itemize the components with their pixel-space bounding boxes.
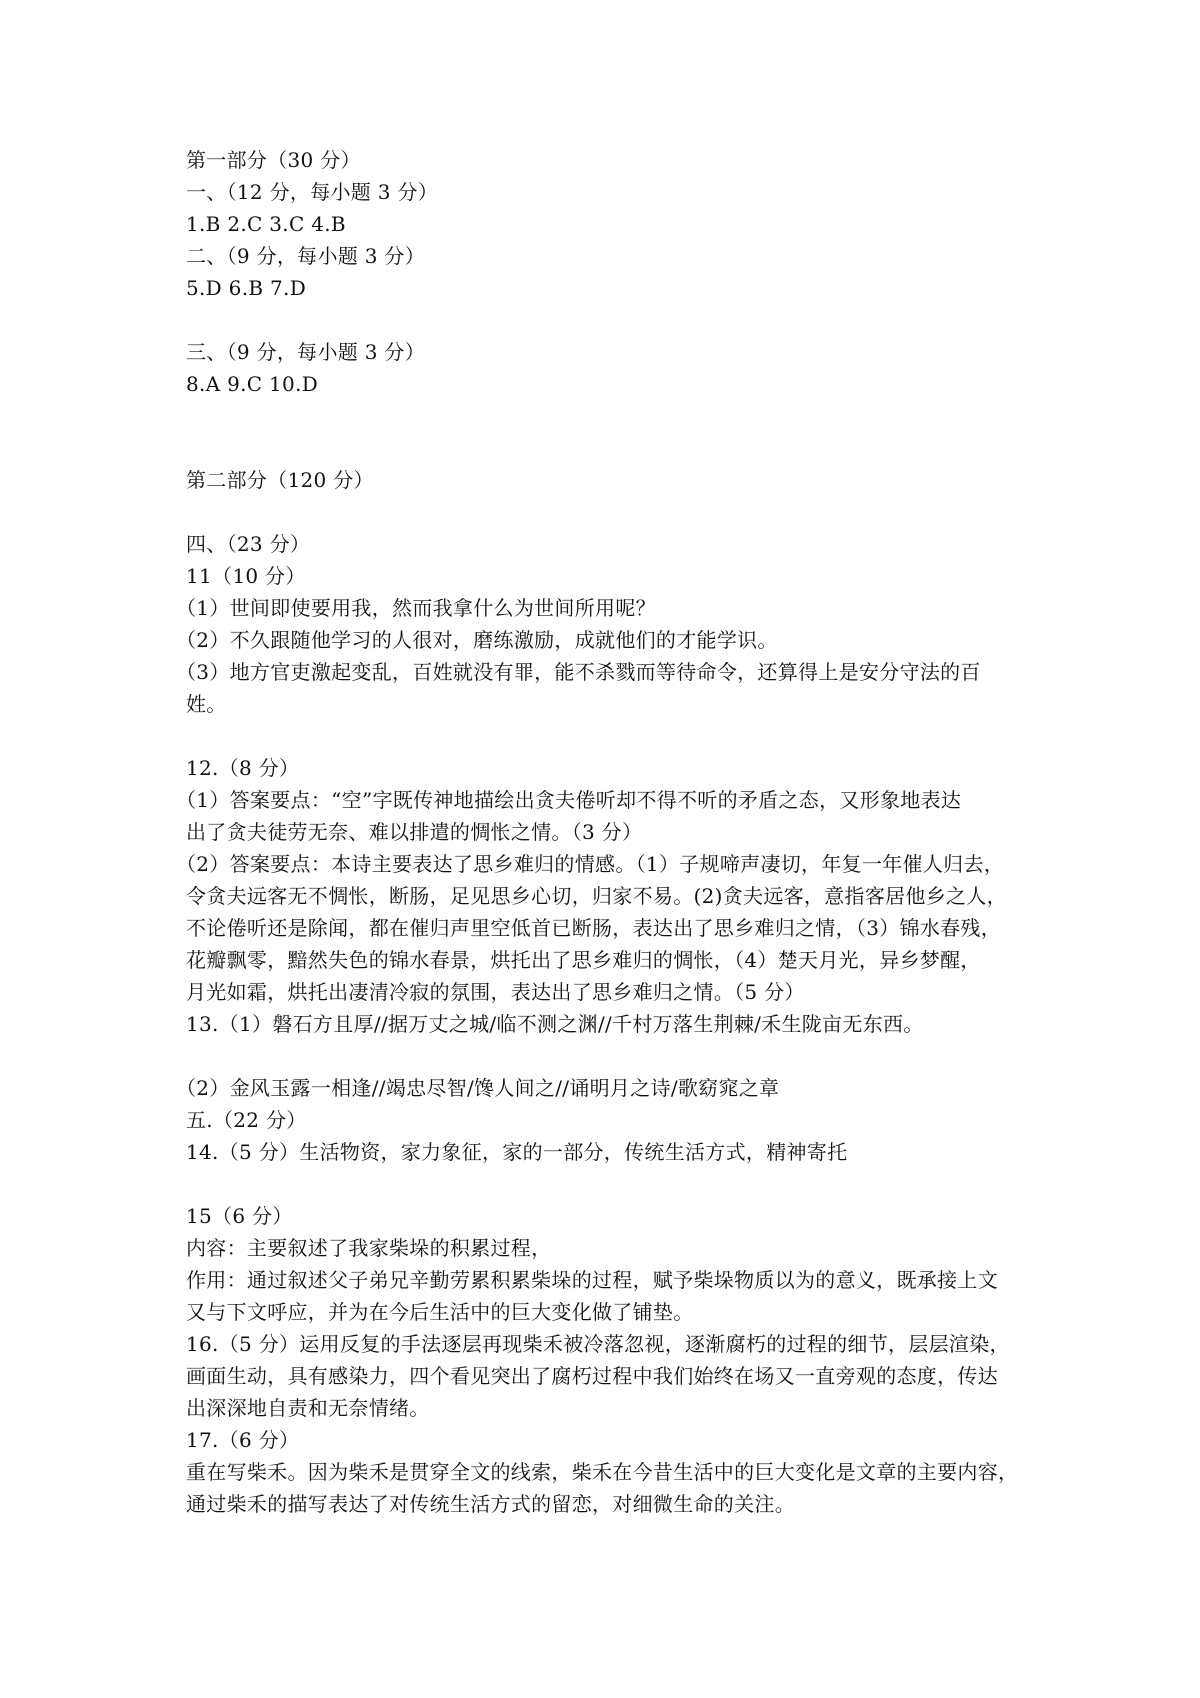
section3-answers: 8.A 9.C 10.D [186,372,319,396]
section5-heading: 五.（22 分） [186,1108,307,1132]
q12-answer-1-cont: 出了贪夫徒劳无奈、难以排遣的惆怅之情。（3 分） [186,820,643,844]
q17-answer-line2: 通过柴禾的描写表达了对传统生活方式的留恋，对细微生命的关注。 [186,1492,795,1516]
q15-effect: 作用：通过叙述父子弟兄辛勤劳累积累柴垛的过程，赋予柴垛物质以为的意义，既承接上文 [186,1268,998,1292]
q13-answer-2: （2）金风玉露一相逢//竭忠尽智/馋人间之//诵明月之诗/歌窈窕之章 [176,1076,780,1100]
q17-title: 17.（6 分） [186,1428,300,1452]
q11-answer-3: （3）地方官吏激起变乱，百姓就没有罪，能不杀戮而等待命令，还算得上是安分守法的百 [176,660,981,684]
q12-answer-2: （2）答案要点：本诗主要表达了思乡难归的情感。（1）子规啼声凄切，年复一年催人归去， [176,852,1005,876]
q16-answer: 16.（5 分）运用反复的手法逐层再现柴禾被冷落忽视，逐渐腐朽的过程的细节，层层渲染， [186,1332,1010,1356]
q16-answer-line3: 出深深地自责和无奈情绪。 [186,1396,430,1420]
q13-answer-1: 13.（1）磐石方且厚//据万丈之城/临不测之渊//千村万落生荆棘/禾生陇亩无东西。 [186,1012,924,1036]
q16-answer-line2: 画面生动，具有感染力，四个看见突出了腐朽过程中我们始终在场又一直旁观的态度，传达 [186,1364,998,1388]
q12-answer-2-line3: 不论倦听还是除闻，都在催归声里空低首已断肠，表达出了思乡难归之情，（3）锦水春残， [186,916,1002,940]
q12-answer-1: （1）答案要点：“空”字既传神地描绘出贪夫倦听却不得不听的矛盾之态，又形象地表达 [176,788,962,812]
q15-content: 内容：主要叙述了我家柴垛的积累过程， [186,1236,552,1260]
section1-answers: 1.B 2.C 3.C 4.B [186,212,346,236]
q11-title: 11（10 分） [186,564,306,588]
q12-answer-2-line2: 令贪夫远客无不惆怅，断肠，足见思乡心切，归家不易。(2)贪夫远客，意指客居他乡之人， [186,884,1007,908]
q11-answer-2: （2）不久跟随他学习的人很对，磨练激励，成就他们的才能学识。 [176,628,778,652]
section2-answers: 5.D 6.B 7.D [186,276,307,300]
section1-heading: 一、（12 分，每小题 3 分） [186,180,439,204]
q12-answer-2-line4: 花瓣飘零，黯然失色的锦水春景，烘托出了思乡难归的惆怅，（4）楚天月光，异乡梦醒， [186,948,981,972]
q12-answer-2-line5: 月光如霜，烘托出凄清冷寂的氛围，表达出了思乡难归之情。（5 分） [186,980,805,1004]
part2-heading: 第二部分（120 分） [186,468,374,492]
q17-answer: 重在写柴禾。因为柴禾是贯穿全文的线索，柴禾在今昔生活中的巨大变化是文章的主要内容， [186,1460,1019,1484]
q14-answer: 14.（5 分）生活物资，家力象征，家的一部分，传统生活方式，精神寄托 [186,1140,848,1164]
section3-heading: 三、（9 分，每小题 3 分） [186,340,426,364]
q12-title: 12.（8 分） [186,756,300,780]
q11-answer-3-cont: 姓。 [186,692,227,716]
q15-effect-cont: 又与下文呼应，并为在今后生活中的巨大变化做了铺垫。 [186,1300,694,1324]
q11-answer-1: （1）世间即使要用我，然而我拿什么为世间所用呢？ [176,596,656,620]
section4-heading: 四、（23 分） [186,532,311,556]
part1-heading: 第一部分（30 分） [186,148,361,172]
q15-title: 15（6 分） [186,1204,293,1228]
section2-heading: 二、（9 分，每小题 3 分） [186,244,426,268]
